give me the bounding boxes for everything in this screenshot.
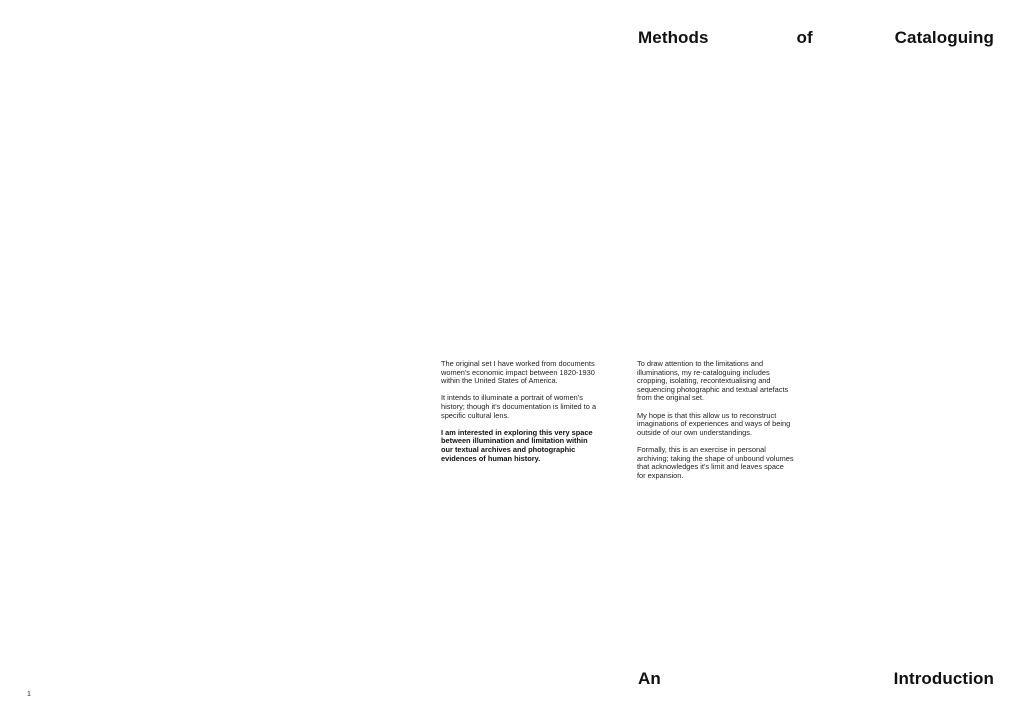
heading-word-an: An [638,669,661,688]
paragraph: To draw attention to the limitations and illuminations, my re-cataloguing includes cropping, isolating, recontextualising and sequencing photographic and textual artefacts from the original set. [637,359,789,403]
text-column-right [637,360,815,489]
heading-bottom [638,669,994,689]
heading-top [638,28,994,48]
heading-word-introduction: Introduction [893,669,994,688]
heading-word-methods: Methods [638,28,709,47]
heading-word-cataloguing: Cataloguing [894,28,994,47]
paragraph-bold: I am interested in exploring this very space between illumination and limitation within our textual archives and photographic evidences of human history. [441,427,593,463]
paragraph: It intends to illuminate a portrait of women's history; though it's documentation is limited to a specific cultural lens. [441,393,597,420]
heading-word-of: of [796,28,813,47]
page-number: 1 [27,691,31,698]
paragraph: Formally, this is an exercise in personal archiving; taking the shape of unbound volumes that acknowledges it's limit and leaves space for expansion. [637,444,794,480]
text-column-left [441,360,609,472]
paragraph: My hope is that this allow us to reconstruct imaginations of experiences and ways of being outside of our own understandings. [637,410,791,437]
paragraph: The original set I have worked from documents women's economic impact between 1820-1930 within the United States of America. [441,359,595,386]
